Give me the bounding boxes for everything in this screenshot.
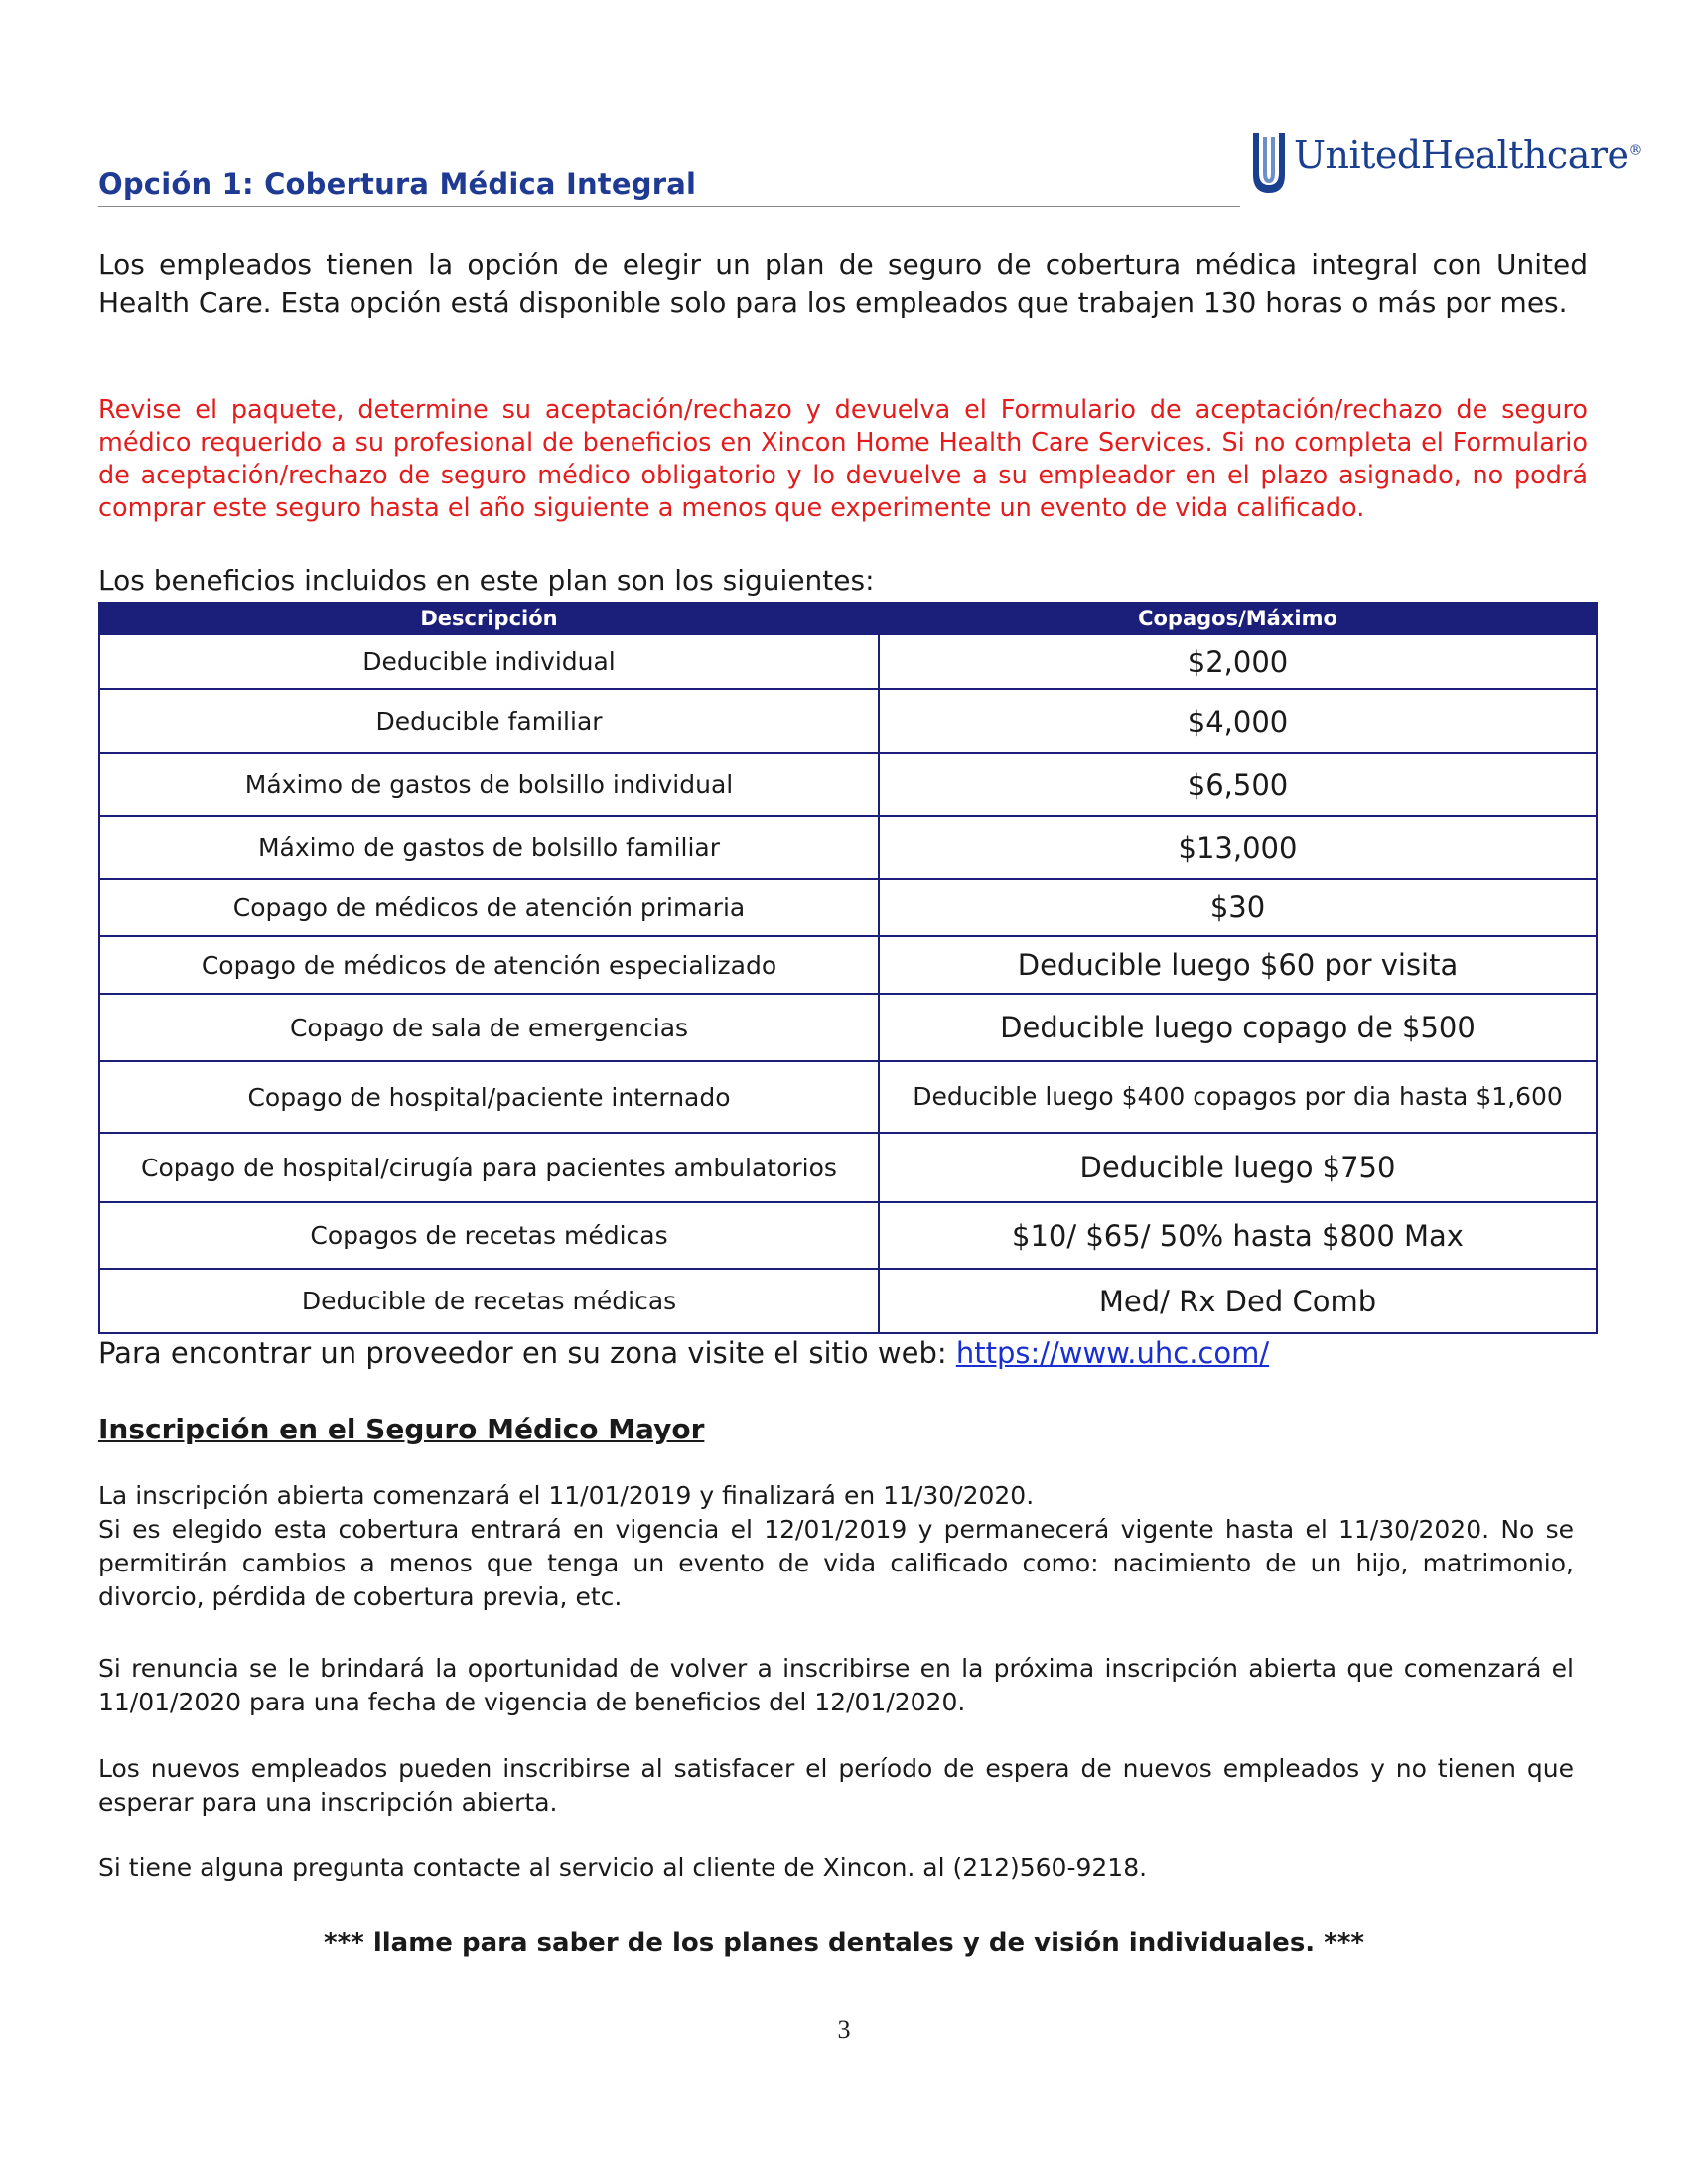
intro-paragraph: Los empleados tienen la opción de elegir un plan de seguro de cobertura médica integral con United Health Care. Esta opción está disponible solo para los empleados que trabajen 130 horas o más por mes.: [98, 248, 1588, 319]
row-description: Deducible de recetas médicas: [99, 1269, 879, 1333]
row-value: $4,000: [879, 689, 1597, 753]
table-row: [99, 994, 1597, 1061]
page-number: 3: [837, 2015, 851, 2044]
column-header-copays: Copagos/Máximo: [879, 603, 1597, 634]
enrollment-paragraph-3: Los nuevos empleados pueden inscribirse al satisfacer el período de espera de nuevos empleados y no tienen que esperar para una inscripción abierta.: [98, 1754, 1574, 1817]
row-description: Copago de sala de emergencias: [99, 994, 879, 1061]
title-underline: [98, 206, 1240, 207]
row-description: Deducible familiar: [99, 689, 879, 753]
row-description: Copago de médicos de atención especializado: [99, 936, 879, 994]
benefits-table: [98, 602, 1598, 1334]
enrollment-paragraph-2: Si renuncia se le brindará la oportunidad de volver a inscribirse en la próxima inscripción abierta que comenzará el 11/01/2020 para una fecha de vigencia de beneficios del 12/01/2020.: [98, 1654, 1574, 1716]
uhc-website-link[interactable]: https://www.uhc.com/: [955, 1336, 1270, 1370]
enrollment-paragraph-1: [98, 1479, 1574, 1614]
table-header-row: [99, 603, 1597, 634]
row-value: $13,000: [879, 816, 1597, 879]
row-value: Deducible luego $750: [879, 1133, 1597, 1202]
coverage-effective-text: Si es elegido esta cobertura entrará en vigencia el 12/01/2019 y permanecerá vigente hasta el 11/30/2020. No se permitirán cambios a menos que tenga un evento de vida calificado como: nacimiento de un hijo, matrimonio, divorcio, pérdida de cobertura previa, etc.: [98, 1515, 1574, 1611]
row-description: Deducible individual: [99, 634, 879, 689]
enrollment-paragraph-4: Si tiene alguna pregunta contacte al servicio al cliente de Xincon. al (212)560-9218.: [98, 1853, 1148, 1882]
unitedhealthcare-logo: [1249, 127, 1643, 197]
table-row: [99, 1202, 1597, 1269]
table-row: [99, 1061, 1597, 1133]
logo-wordmark: UnitedHealthcare®: [1294, 133, 1643, 177]
table-row: [99, 936, 1597, 994]
enrollment-dates-line: La inscripción abierta comenzará el 11/01/2019 y finalizará en 11/30/2020.: [98, 1481, 1035, 1510]
table-row: [99, 634, 1597, 689]
table-row: [99, 816, 1597, 879]
enrollment-title: Inscripción en el Seguro Médico Mayor: [98, 1413, 705, 1445]
row-description: Máximo de gastos de bolsillo familiar: [99, 816, 879, 879]
row-value: $6,500: [879, 753, 1597, 816]
row-value: Med/ Rx Ded Comb: [879, 1269, 1597, 1333]
row-value: $2,000: [879, 634, 1597, 689]
row-description: Copago de hospital/cirugía para pacientes ambulatorios: [99, 1133, 879, 1202]
row-value: $10/ $65/ 50% hasta $800 Max: [879, 1202, 1597, 1269]
table-row: [99, 1133, 1597, 1202]
row-description: Copago de hospital/paciente internado: [99, 1061, 879, 1133]
section-title-option-1: Opción 1: Cobertura Médica Integral: [98, 167, 697, 201]
row-description: Copagos de recetas médicas: [99, 1202, 879, 1269]
table-row: [99, 753, 1597, 816]
row-description: Copago de médicos de atención primaria: [99, 879, 879, 936]
table-row: [99, 689, 1597, 753]
provider-text: Para encontrar un proveedor en su zona visite el sitio web:: [98, 1336, 956, 1370]
closing-note: *** llame para saber de los planes dentales y de visión individuales. ***: [323, 1928, 1365, 1958]
row-value: $30: [879, 879, 1597, 936]
row-value: Deducible luego $60 por visita: [879, 936, 1597, 994]
table-row: [99, 879, 1597, 936]
notice-paragraph: Revise el paquete, determine su aceptación/rechazo y devuelva el Formulario de aceptación/rechazo de seguro médico requerido a su profesional de beneficios en Xincon Home Health Care Services. Si no completa el Formulario de aceptación/rechazo de seguro médico obligatorio y lo devuelve a su empleador en el plazo asignado, no podrá comprar este seguro hasta el año siguiente a menos que experimente un evento de vida calificado.: [98, 395, 1588, 523]
row-value: Deducible luego $400 copagos por dia hasta $1,600: [879, 1061, 1597, 1133]
table-row: [99, 1269, 1597, 1333]
column-header-description: Descripción: [99, 603, 879, 634]
row-value: Deducible luego copago de $500: [879, 994, 1597, 1061]
row-description: Máximo de gastos de bolsillo individual: [99, 753, 879, 816]
benefits-intro: Los beneficios incluidos en este plan son los siguientes:: [98, 564, 875, 597]
provider-line: [98, 1336, 1269, 1370]
unitedhealthcare-u-icon: [1249, 127, 1289, 197]
